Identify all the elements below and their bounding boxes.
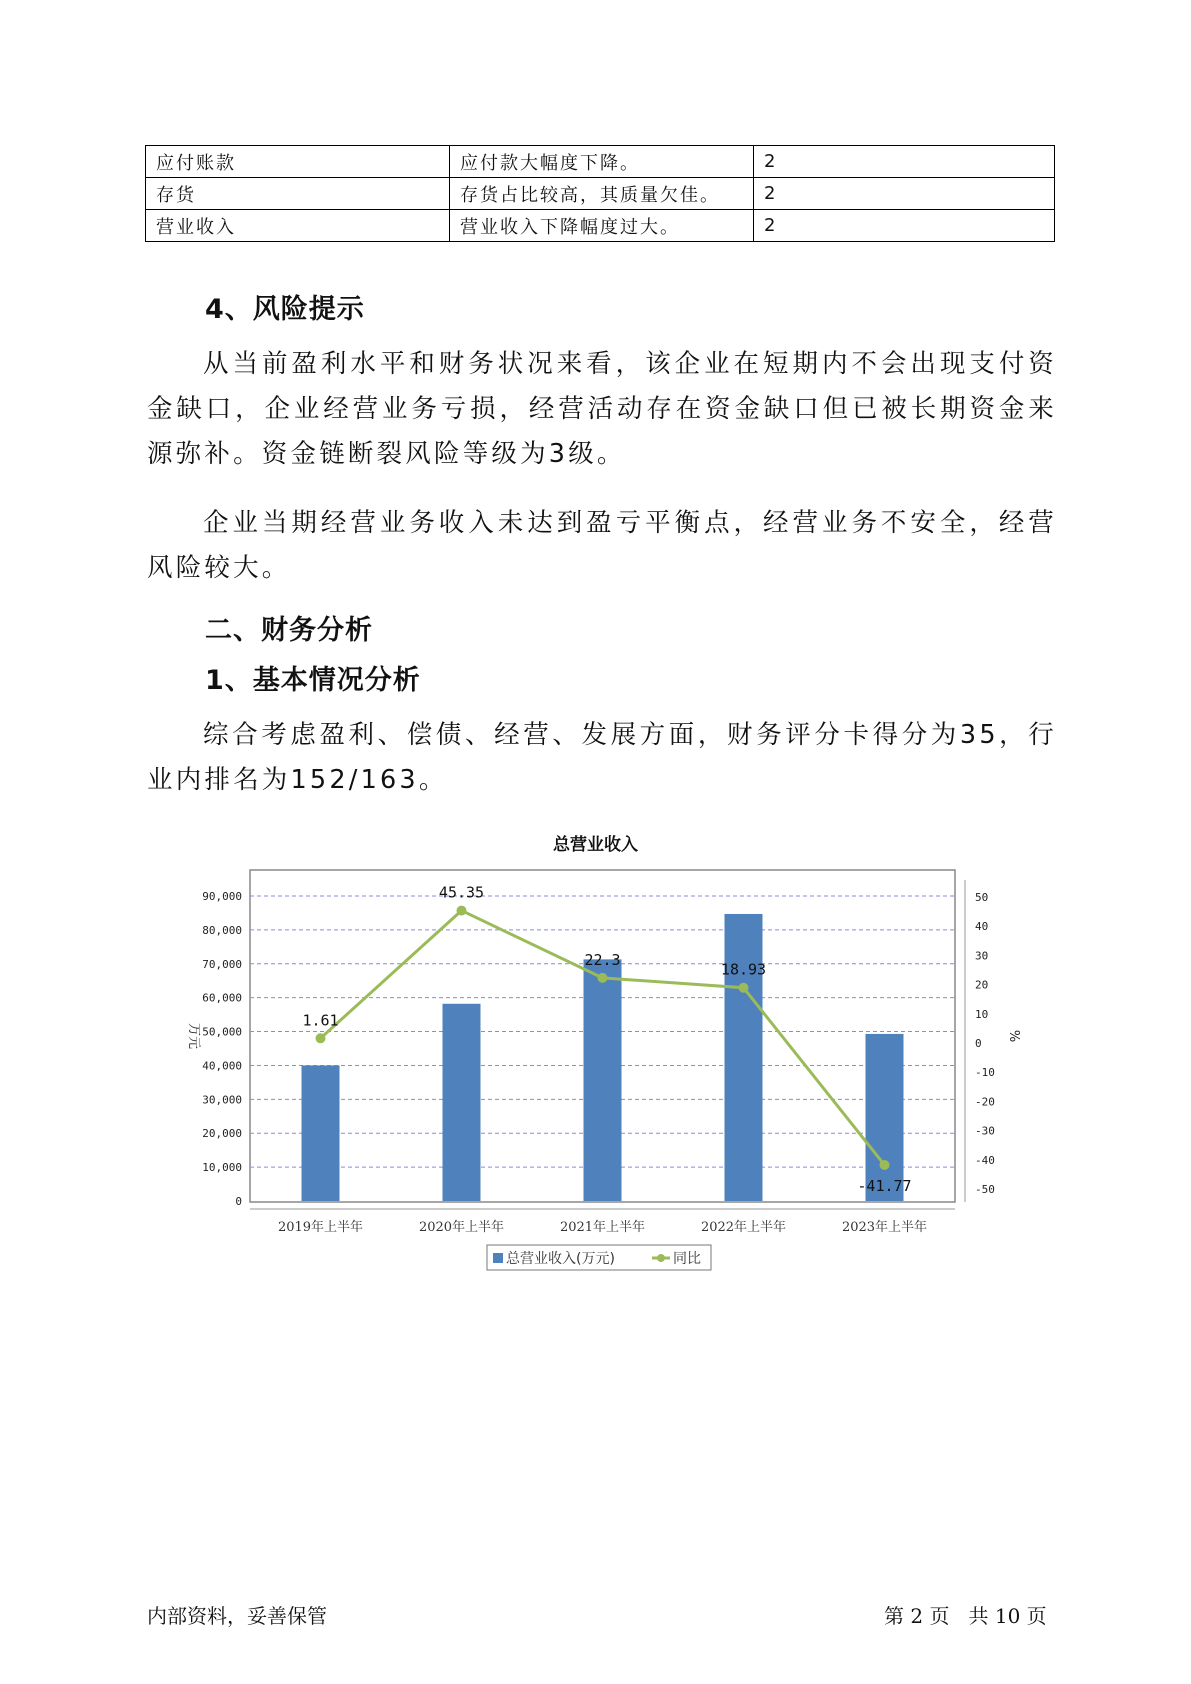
- point-yoy: [598, 973, 608, 983]
- y-tick-label-right: 10: [975, 1007, 989, 1021]
- point-yoy: [880, 1160, 890, 1170]
- x-tick-label: 2019年上半年: [277, 1220, 364, 1235]
- bar-revenue: [866, 1034, 904, 1201]
- x-tick-label: 2023年上半年: [841, 1220, 928, 1235]
- legend-label-line: 同比: [673, 1251, 701, 1267]
- table-cell-item: 应付账款: [146, 146, 450, 178]
- y-tick-label-right: -20: [975, 1095, 995, 1109]
- table-cell-description: 存货占比较高，其质量欠佳。: [450, 178, 754, 210]
- legend-swatch-point: [657, 1254, 665, 1262]
- y-tick-label-left: 90,000: [202, 890, 242, 903]
- y-tick-label-left: 0: [235, 1195, 242, 1208]
- risk-paragraph-1: 从当前盈利水平和财务状况来看，该企业在短期内不会出现支付资金缺口，企业经营业务亏损，经营活动存在资金缺口但已被长期资金来源弥补。资金链断裂风险等级为3级。: [147, 349, 1057, 469]
- point-yoy: [739, 983, 749, 993]
- y-tick-label-left: 40,000: [202, 1059, 242, 1073]
- table-cell-item: 营业收入: [146, 210, 450, 242]
- y-tick-label-right: 50: [975, 891, 989, 904]
- basic-analysis-heading: 1、基本情况分析: [205, 665, 421, 696]
- data-label-yoy: -41.77: [857, 1176, 912, 1195]
- basic-analysis-paragraph: 综合考虑盈利、偿债、经营、发展方面，财务评分卡得分为35，行业内排名为152/163。: [147, 720, 1057, 795]
- y-axis-title-left: 万元: [186, 1022, 201, 1050]
- bar-revenue: [584, 959, 622, 1201]
- data-label-yoy: 22.3: [584, 950, 621, 969]
- data-label-yoy: 45.35: [438, 883, 485, 902]
- y-tick-label-right: 0: [975, 1037, 982, 1050]
- bar-revenue: [443, 1004, 481, 1201]
- risk-paragraph-2: 企业当期经营业务收入未达到盈亏平衡点，经营业务不安全，经营风险较大。: [147, 508, 1057, 583]
- bar-revenue: [725, 914, 763, 1201]
- y-tick-label-right: -10: [975, 1066, 995, 1080]
- footer-page-number: 第 2 页 共 10 页: [884, 1604, 1047, 1628]
- table-cell-description: 营业收入下降幅度过大。: [450, 210, 754, 242]
- y-tick-label-right: -30: [975, 1124, 995, 1138]
- y-tick-label-right: 20: [975, 978, 989, 992]
- y-tick-label-left: 60,000: [202, 991, 242, 1005]
- data-label-yoy: 1.61: [302, 1011, 339, 1030]
- y-tick-label-right: 30: [975, 949, 989, 963]
- data-label-yoy: 18.93: [720, 960, 767, 979]
- x-tick-label: 2020年上半年: [418, 1220, 505, 1235]
- footer-left: 内部资料，妥善保管: [147, 1604, 327, 1628]
- table-cell-item: 存货: [146, 178, 450, 210]
- point-yoy: [316, 1033, 326, 1043]
- y-tick-label-right: -50: [975, 1183, 995, 1196]
- y-tick-label-right: -40: [975, 1153, 995, 1167]
- financial-analysis-heading: 二、财务分析: [205, 615, 373, 646]
- table-cell-score: 2: [754, 178, 1055, 210]
- y-tick-label-left: 20,000: [202, 1127, 242, 1141]
- y-tick-label-left: 50,000: [202, 1025, 242, 1039]
- y-axis-title-right: %: [1006, 1029, 1021, 1043]
- chart-title: 总营业收入: [553, 835, 638, 855]
- table-cell-score: 2: [754, 146, 1055, 178]
- legend-label-bar: 总营业收入(万元): [506, 1251, 615, 1267]
- table-cell-description: 应付款大幅度下降。: [450, 146, 754, 178]
- risk-heading: 4、风险提示: [205, 294, 365, 325]
- legend-swatch-bar: [493, 1253, 503, 1263]
- y-tick-label-left: 30,000: [202, 1093, 242, 1107]
- table-cell-score: 2: [754, 210, 1055, 242]
- y-tick-label-right: 40: [975, 920, 989, 934]
- x-tick-label: 2021年上半年: [559, 1220, 646, 1235]
- x-tick-label: 2022年上半年: [700, 1220, 787, 1235]
- y-tick-label-left: 70,000: [202, 957, 242, 971]
- y-tick-label-left: 80,000: [202, 923, 242, 937]
- bar-revenue: [302, 1065, 340, 1201]
- y-tick-label-left: 10,000: [202, 1161, 242, 1175]
- point-yoy: [457, 906, 467, 916]
